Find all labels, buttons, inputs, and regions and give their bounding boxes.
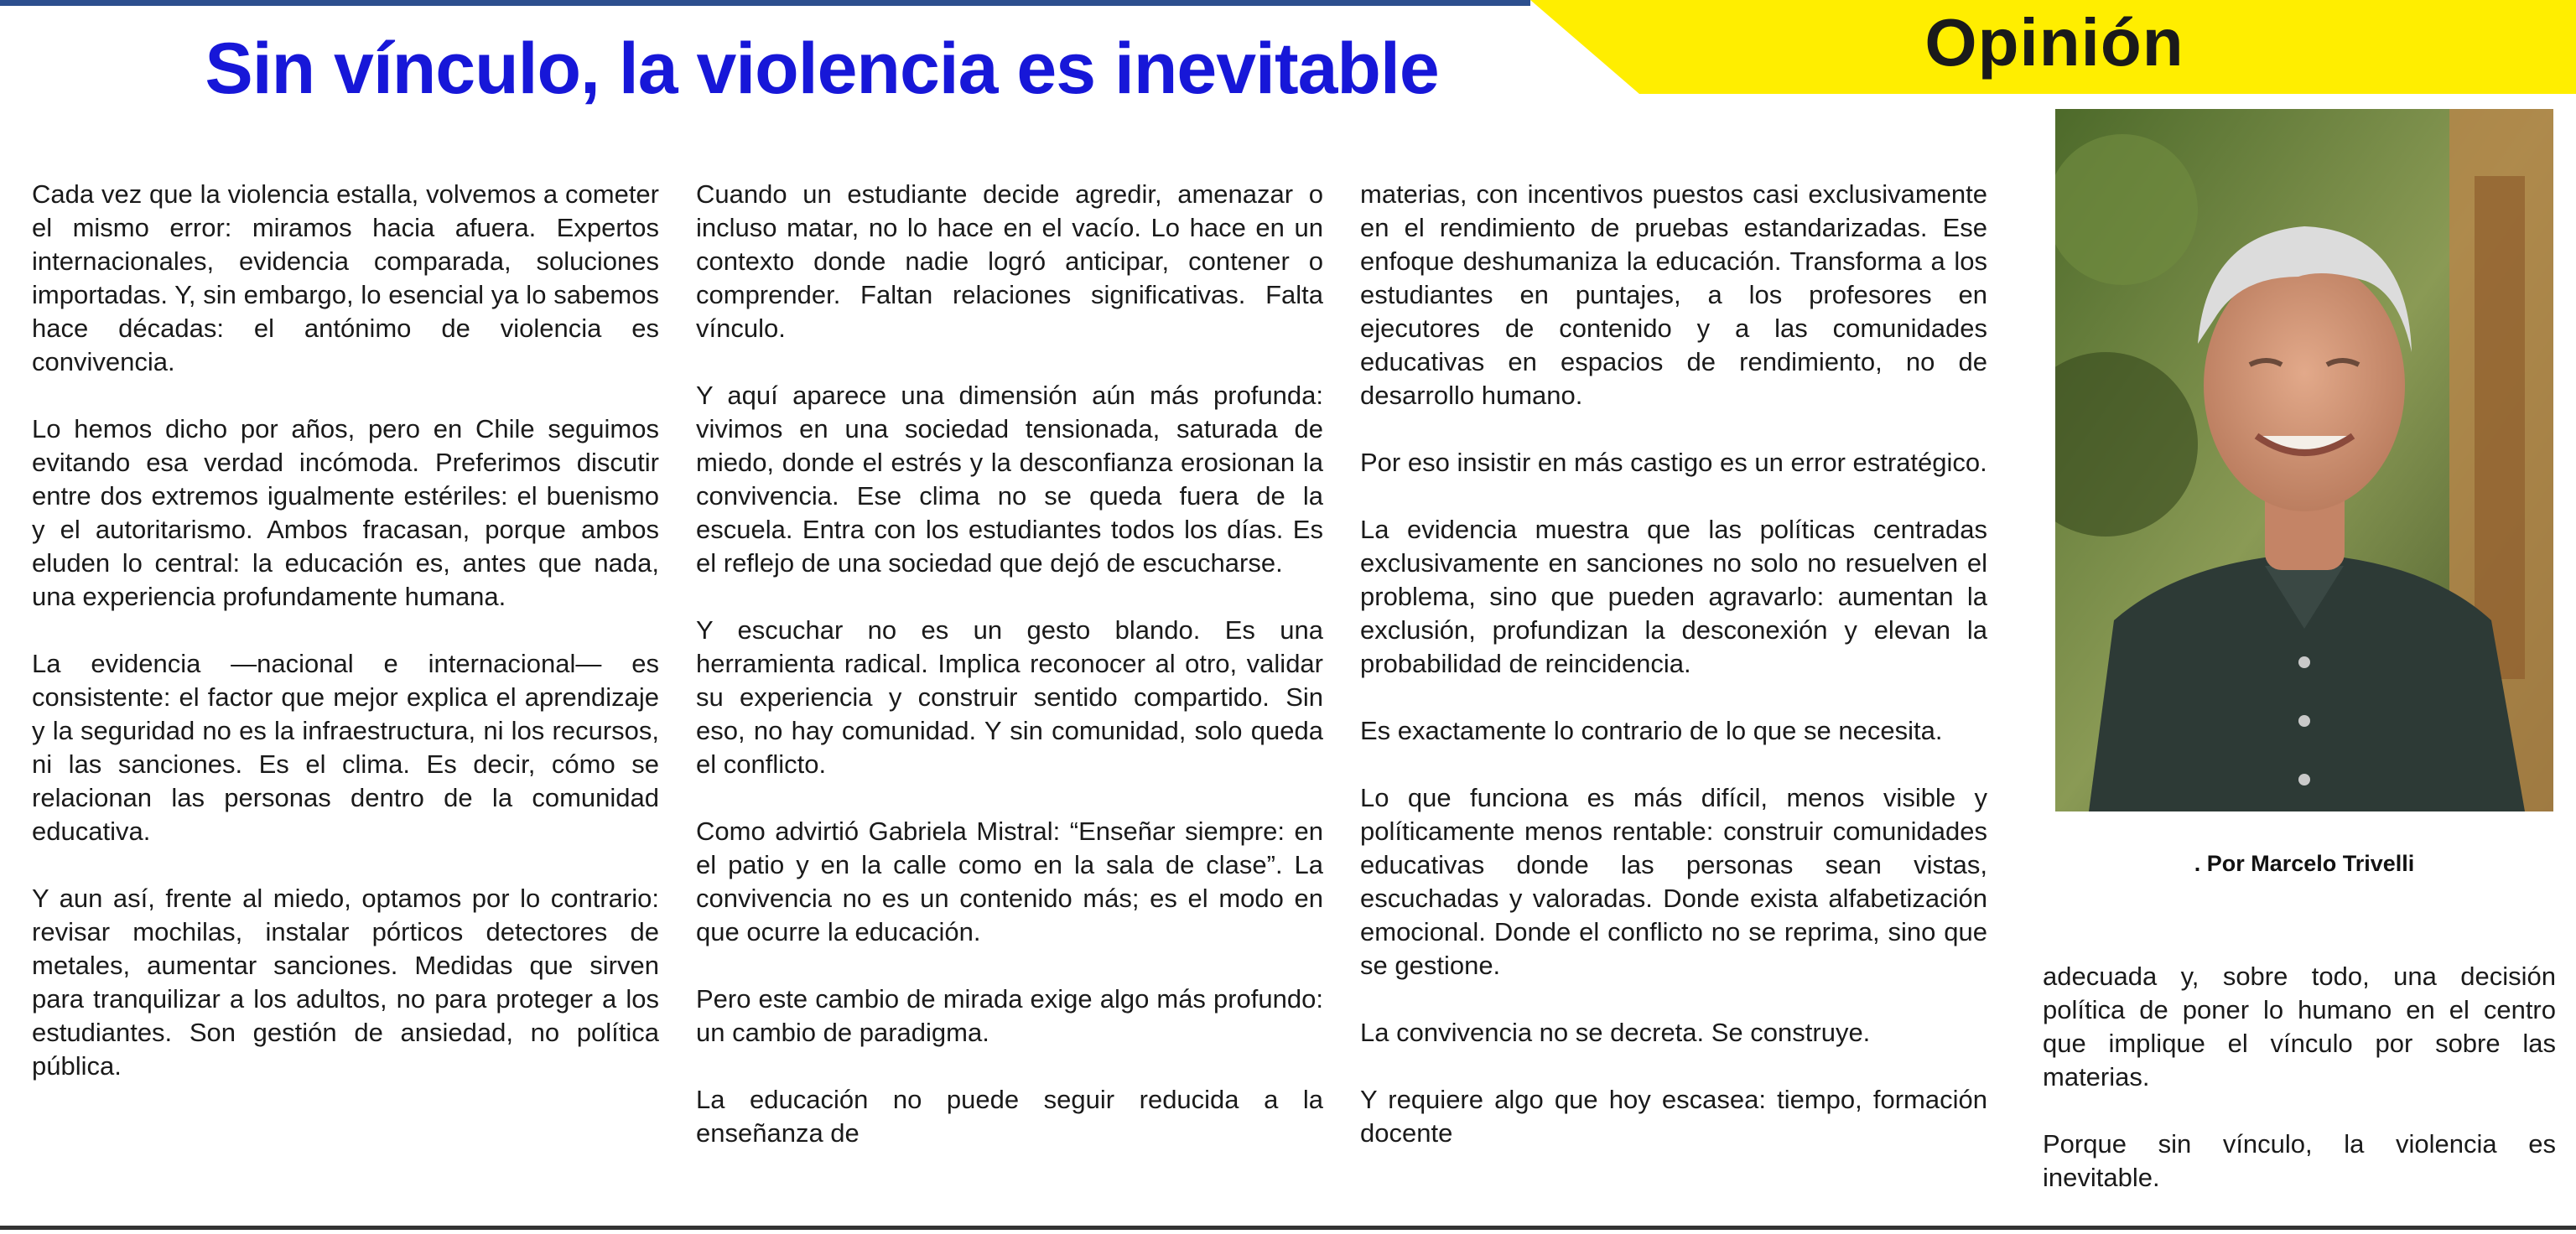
paragraph: La evidencia —nacional e internacional— es consistente: el factor que mejor explica el aprendizaje y la seguridad no es la infraestructura, ni los recursos, ni las sanciones. Es el clima. Es decir, cómo se relacionan las personas dentro de la comunidad educativa. [32,649,659,846]
paragraph: Es exactamente lo contrario de lo que se necesita. [1360,716,1943,745]
paragraph: Cuando un estudiante decide agredir, amenazar o incluso matar, no lo hace en el vacío. Lo hace en un contexto donde nadie logró anticipar, contener o comprender. Faltan relaciones significativas. Falta vínculo. [696,179,1323,343]
author-photo [2055,109,2553,811]
paragraph: La educación no puede seguir reducida a la enseñanza de [696,1085,1323,1148]
article-column-1 [32,178,659,1209]
paragraph: Por eso insistir en más castigo es un error estratégico. [1360,448,1987,477]
paragraph: Y requiere algo que hoy escasea: tiempo, formación docente [1360,1085,1987,1148]
article-column-4 [2043,960,2556,1211]
section-label: Opinión [1924,5,2184,80]
paragraph: adecuada y, sobre todo, una decisión política de poner lo humano en el centro que implique el vínculo por sobre las materias. [2043,962,2556,1091]
paragraph: Porque sin vínculo, la violencia es inevitable. [2043,1129,2556,1192]
article-column-3 [1360,178,1987,1209]
paragraph: Pero este cambio de mirada exige algo más profundo: un cambio de paradigma. [696,984,1323,1047]
article-column-2 [696,178,1323,1209]
paragraph: Lo hemos dicho por años, pero en Chile seguimos evitando esa verdad incómoda. Preferimos discutir entre dos extremos igualmente estériles: el buenismo y el autoritarismo. Ambos fracasan, porque ambos eluden lo central: la educación es, antes que nada, una experiencia profundamente humana. [32,414,659,611]
paragraph: La evidencia muestra que las políticas centradas exclusivamente en sanciones no solo no resuelven el problema, sino que pueden agravarlo: aumentan la exclusión, profundizan la desconexión y elevan la probabilidad de reincidencia. [1360,515,1987,678]
portrait-icon [2055,109,2553,811]
paragraph: Y aun así, frente al miedo, optamos por lo contrario: revisar mochilas, instalar pórticos detectores de metales, aumentar sanciones. Medidas que sirven para tranquilizar a los adultos, no para proteger a los estudiantes. Son gestión de ansiedad, no política pública. [32,884,659,1081]
paragraph: Y aquí aparece una dimensión aún más profunda: vivimos en una sociedad tensionada, saturada de miedo, donde el estrés y la desconfianza erosionan la convivencia. Ese clima no se queda fuera de la escuela. Entra con los estudiantes todos los días. Es el reflejo de una sociedad que dejó de escucharse. [696,381,1323,578]
paragraph: materias, con incentivos puestos casi exclusivamente en el rendimiento de pruebas estandarizadas. Ese enfoque deshumaniza la educación. Transforma a los estudiantes en puntajes, a los profesores en ejecutores de contenido y a las comunidades educativas en espacios de rendimiento, no de desarrollo humano. [1360,179,1987,410]
paragraph: La convivencia no se decreta. Se construye. [1360,1018,1871,1047]
top-rule [0,0,1530,6]
paragraph: Lo que funciona es más difícil, menos visible y políticamente menos rentable: construir comunidades educativas donde las personas sean vistas, escuchadas y valoradas. Donde exista alfabetización emocional. Donde el conflicto no se reprima, sino que se gestione. [1360,783,1987,980]
byline: . Por Marcelo Trivelli [2194,851,2415,876]
headline: Sin vínculo, la violencia es inevitable [205,29,1439,109]
paragraph: Y escuchar no es un gesto blando. Es una herramienta radical. Implica reconocer al otro, validar su experiencia y construir sentido compartido. Sin eso, no hay comunidad. Y sin comunidad, solo queda el conflicto. [696,615,1323,779]
paragraph: Como advirtió Gabriela Mistral: “Enseñar siempre: en el patio y en la calle como en la sala de clase”. La convivencia no es un contenido más; es el modo en que ocurre la educación. [696,817,1323,946]
bottom-rule [0,1226,2576,1230]
paragraph: Cada vez que la violencia estalla, volvemos a cometer el mismo error: miramos hacia afuera. Expertos internacionales, evidencia comparada, soluciones importadas. Y, sin embargo, lo esencial ya lo sabemos hace décadas: el antónimo de violencia es convivencia. [32,179,659,376]
